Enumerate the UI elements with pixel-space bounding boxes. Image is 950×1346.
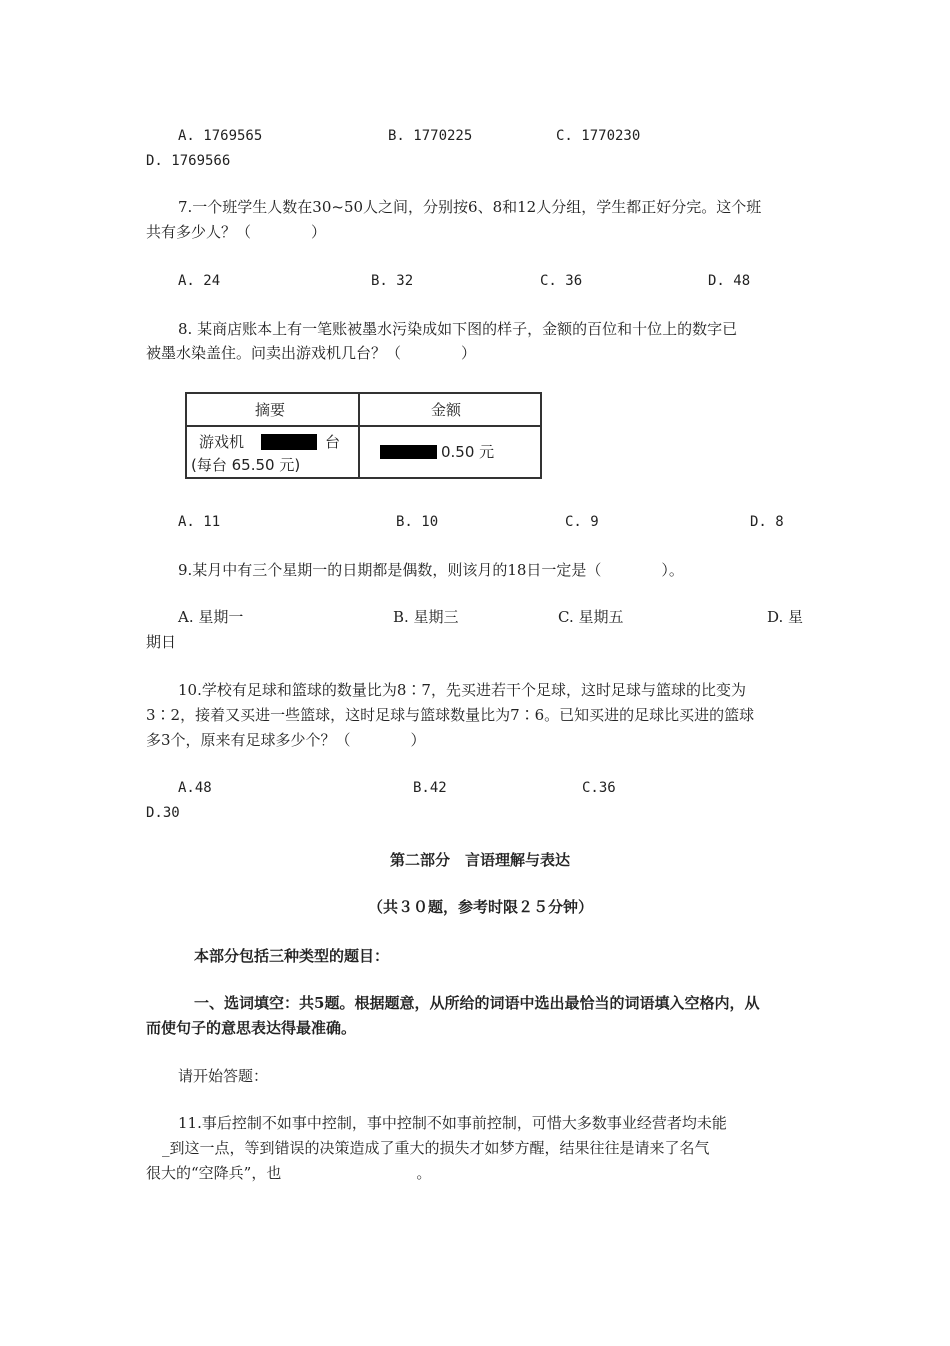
q10-text-line1: 10.学校有足球和篮球的数量比为8∶7，先买进若干个足球，这时足球与篮球的比变为 bbox=[178, 681, 746, 699]
ledger-amount-visible: 0.50 元 bbox=[441, 443, 495, 461]
q9-option-a: A. 星期一 bbox=[178, 608, 244, 626]
q11-text-line3: 很大的“空降兵”，也 。 bbox=[146, 1164, 432, 1182]
q10-text-line3: 多3个，原来有足球多少个？（ ） bbox=[146, 731, 426, 749]
start-instruction: 请开始答题： bbox=[178, 1067, 269, 1085]
q8-option-b: B. 10 bbox=[396, 514, 439, 530]
q7-option-a: A. 24 bbox=[178, 273, 221, 289]
part2-title: 第二部分 言语理解与表达 bbox=[390, 851, 571, 869]
q8-text-line1: 8. 某商店账本上有一笔账被墨水污染成如下图的样子，金额的百位和十位上的数字已 bbox=[178, 320, 738, 338]
q10-option-c: C.36 bbox=[582, 780, 616, 796]
ledger-table bbox=[185, 392, 542, 479]
ledger-header-amount: 金额 bbox=[431, 401, 462, 419]
q10-option-b: B.42 bbox=[413, 780, 447, 796]
ink-blot-amount bbox=[380, 445, 437, 459]
part2-subtitle: （共３０题，参考时限２５分钟） bbox=[368, 898, 594, 916]
ink-blot-quantity bbox=[261, 434, 317, 450]
q8-option-c: C. 9 bbox=[565, 514, 599, 530]
q6-option-c: C. 1770230 bbox=[556, 128, 641, 144]
q10-text-line2: 3∶2，接着又买进一些篮球，这时足球与篮球数量比为7∶6。已知买进的足球比买进的篮球 bbox=[146, 706, 755, 724]
ledger-header-row bbox=[187, 394, 540, 427]
ledger-item-name: 游戏机 bbox=[199, 433, 245, 451]
q8-option-d: D. 8 bbox=[750, 514, 784, 530]
q9-option-c: C. 星期五 bbox=[558, 608, 624, 626]
q9-option-b: B. 星期三 bbox=[393, 608, 459, 626]
q9-option-d: D. 星 bbox=[767, 608, 804, 626]
ledger-unit-price: (每台 65.50 元) bbox=[191, 456, 301, 474]
q11-text-line2: _到这一点，等到错误的决策造成了重大的损失才如梦方醒，结果往往是请来了名气 bbox=[162, 1139, 710, 1157]
q7-option-d: D. 48 bbox=[708, 273, 751, 289]
q6-option-b: B. 1770225 bbox=[388, 128, 473, 144]
q7-option-b: B. 32 bbox=[371, 273, 414, 289]
section1-line2: 而使句子的意思表达得最准确。 bbox=[146, 1019, 357, 1037]
q9-option-d-wrap: 期日 bbox=[146, 633, 177, 651]
q9-text: 9.某月中有三个星期一的日期都是偶数，则该月的18日一定是（ ）。 bbox=[178, 561, 684, 579]
ledger-divider bbox=[358, 394, 360, 477]
q11-text-line1: 11.事后控制不如事中控制，事中控制不如事前控制，可惜大多数事业经营者均未能 bbox=[178, 1114, 727, 1132]
section1-line1: 一、选词填空：共5题。根据题意，从所给的词语中选出最恰当的词语填入空格内，从 bbox=[194, 994, 760, 1012]
part2-intro: 本部分包括三种类型的题目： bbox=[194, 947, 390, 965]
q10-option-d: D.30 bbox=[146, 805, 180, 821]
q6-option-a: A. 1769565 bbox=[178, 128, 263, 144]
q8-text-line2: 被墨水染盖住。问卖出游戏机几台？（ ） bbox=[146, 344, 477, 362]
q7-text-line2: 共有多少人？（ ） bbox=[146, 223, 327, 241]
q10-option-a: A.48 bbox=[178, 780, 212, 796]
q7-option-c: C. 36 bbox=[540, 273, 583, 289]
ledger-item-unit: 台 bbox=[325, 433, 341, 451]
q7-text-line1: 7.一个班学生人数在30~50人之间，分别按6、8和12人分组，学生都正好分完。这个班 bbox=[178, 198, 762, 216]
q8-option-a: A. 11 bbox=[178, 514, 221, 530]
ledger-header-summary: 摘要 bbox=[255, 401, 286, 419]
q6-option-d: D. 1769566 bbox=[146, 153, 231, 169]
